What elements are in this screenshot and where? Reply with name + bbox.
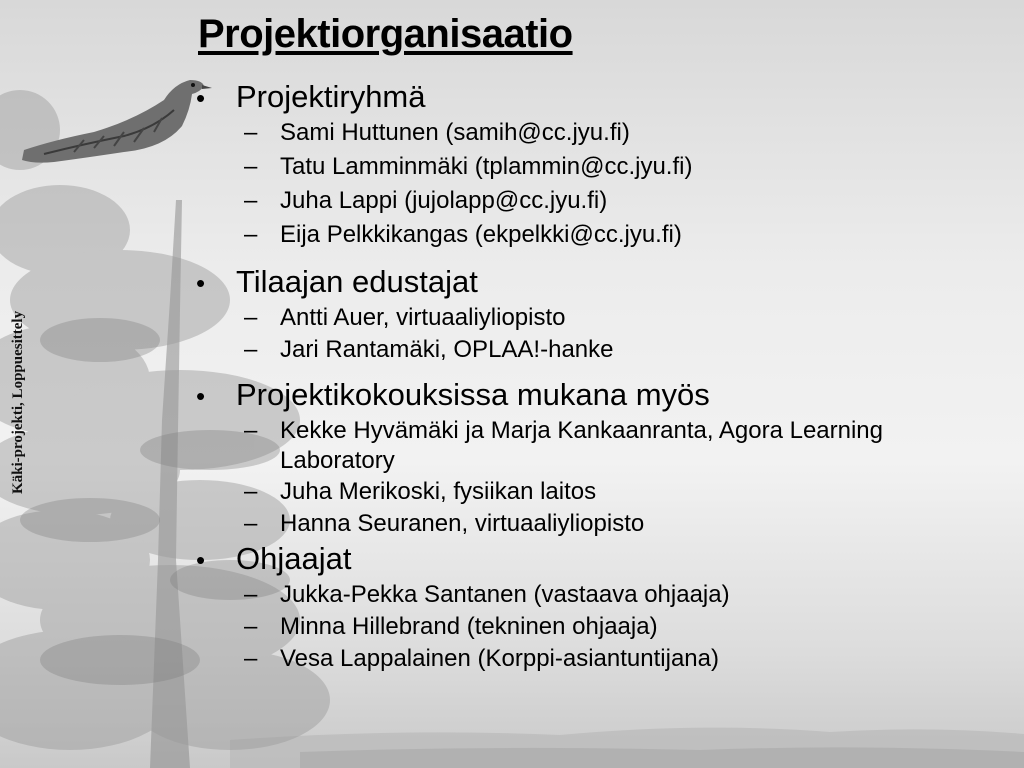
- member-list: [196, 302, 916, 366]
- section-heading-text: Projektiryhmä: [236, 79, 426, 114]
- section-projektikokouksissa: [196, 376, 916, 540]
- section-heading: [196, 78, 916, 117]
- list-item: – Sami Huttunen (samih@cc.jyu.fi): [196, 117, 916, 149]
- section-ohjaajat: [196, 540, 916, 675]
- list-item: – Antti Auer, virtuaaliyliopisto: [196, 302, 916, 334]
- list-item: – Kekke Hyvämäki ja Marja Kankaanranta, Agora Learning Laboratory: [244, 417, 883, 474]
- list-item: – Juha Lappi (jujolapp@cc.jyu.fi): [196, 185, 916, 217]
- list-item: – Eija Pelkkikangas (ekpelkki@cc.jyu.fi): [196, 219, 916, 251]
- section-tilaajan-edustajat: [196, 263, 916, 366]
- dash-icon: –: [244, 417, 258, 444]
- page-title: Projektiorganisaatio: [198, 12, 573, 56]
- dash-icon: –: [244, 613, 258, 640]
- bullet-icon: •: [196, 545, 206, 575]
- section-heading: [196, 263, 916, 302]
- list-item: – Juha Merikoski, fysiikan laitos: [196, 476, 916, 508]
- member-list: [196, 415, 916, 540]
- cuckoo-bird-icon: [14, 70, 214, 180]
- side-caption: Käki-projekti, Loppuesittely: [10, 310, 26, 494]
- section-heading: [196, 376, 916, 415]
- dash-icon: –: [244, 119, 258, 146]
- section-heading-text: Tilaajan edustajat: [236, 264, 478, 299]
- dash-icon: –: [244, 510, 258, 537]
- list-item: – Jukka-Pekka Santanen (vastaava ohjaaja): [196, 579, 916, 611]
- section-heading-text: Ohjaajat: [236, 541, 352, 576]
- member-list: [196, 579, 916, 675]
- slide-content: [196, 78, 916, 675]
- list-item: – Vesa Lappalainen (Korppi-asiantuntijana): [196, 643, 916, 675]
- list-item: – Hanna Seuranen, virtuaaliyliopisto: [196, 508, 916, 540]
- section-heading: [196, 540, 916, 579]
- member-list: [196, 117, 916, 251]
- dash-icon: –: [244, 187, 258, 214]
- bullet-icon: •: [196, 83, 206, 113]
- dash-icon: –: [244, 581, 258, 608]
- dash-icon: –: [244, 645, 258, 672]
- list-item: – Tatu Lamminmäki (tplammin@cc.jyu.fi): [196, 151, 916, 183]
- dash-icon: –: [244, 153, 258, 180]
- bullet-icon: •: [196, 268, 206, 298]
- section-heading-text: Projektikokouksissa mukana myös: [236, 377, 710, 412]
- dash-icon: –: [244, 221, 258, 248]
- dash-icon: –: [244, 336, 258, 363]
- dash-icon: –: [244, 304, 258, 331]
- bullet-icon: •: [196, 381, 206, 411]
- section-projektiryhma: [196, 78, 916, 251]
- list-item: – Minna Hillebrand (tekninen ohjaaja): [196, 611, 916, 643]
- list-item: – Jari Rantamäki, OPLAA!-hanke: [196, 334, 916, 366]
- dash-icon: –: [244, 478, 258, 505]
